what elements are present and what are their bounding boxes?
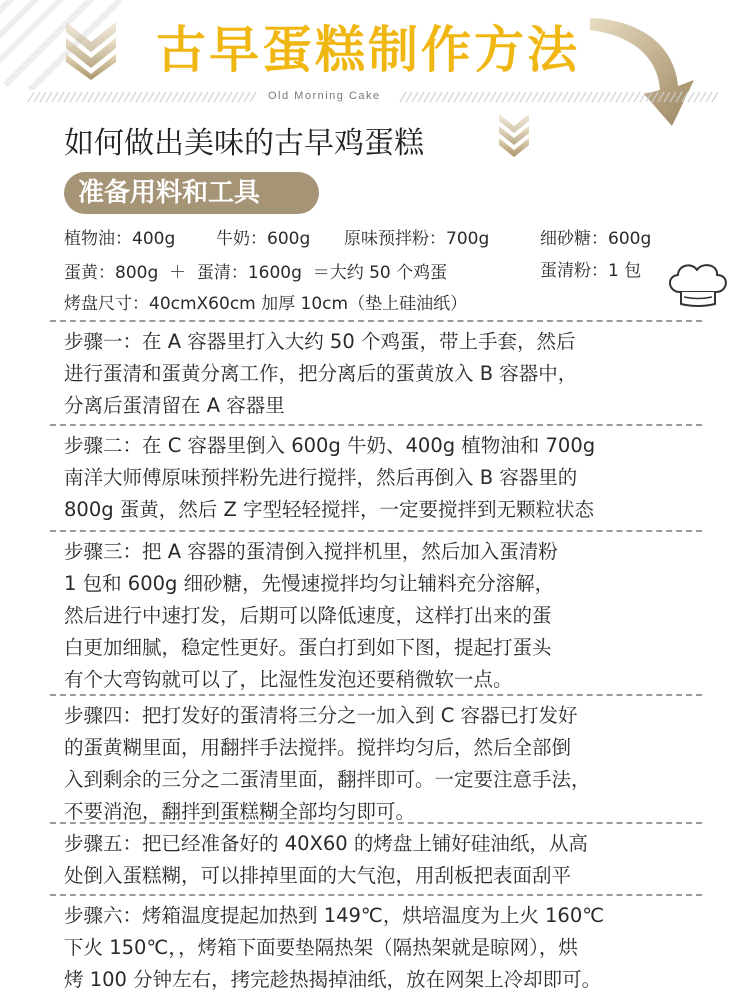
step-line: 白更加细腻，稳定性更好。蛋白打到如下图，提起打蛋头 bbox=[64, 636, 552, 659]
step-line: 下火 150℃，，烤箱下面要垫隔热架（隔热架就是晾网），烘 bbox=[64, 936, 578, 959]
ingredient-milk: 牛奶：600g bbox=[216, 229, 311, 249]
chef-hat-icon bbox=[664, 262, 732, 310]
ingredient-egg: 蛋黄：800g ＋ 蛋清：1600g ＝大约 50 个鸡蛋 bbox=[64, 263, 448, 283]
step-line: 步骤四：把打发好的蛋清将三分之一加入到 C 容器已打发好 bbox=[64, 704, 578, 727]
step-line: 然后进行中速打发，后期可以降低速度，这样打出来的蛋 bbox=[64, 604, 552, 627]
step-line: 步骤六：烤箱温度提起加热到 149℃，烘培温度为上火 160℃ bbox=[64, 904, 605, 927]
ingredients-section-title: 准备用料和工具 bbox=[64, 172, 319, 214]
chevron-down-icon bbox=[62, 18, 120, 80]
step-line: 南洋大师傅原味预拌粉先进行搅拌，然后再倒入 B 容器里的 bbox=[64, 466, 578, 489]
step-line: 入到剩余的三分之二蛋清里面，翻拌即可。一定要注意手法， bbox=[64, 768, 591, 791]
step-4 bbox=[50, 694, 702, 828]
step-3 bbox=[50, 530, 702, 696]
step-2 bbox=[50, 424, 702, 526]
step-line: 步骤五：把已经准备好的 40X60 的烤盘上铺好硅油纸，从高 bbox=[64, 832, 588, 855]
ingredient-sugar: 细砂糖：600g bbox=[540, 229, 652, 249]
step-6 bbox=[50, 894, 702, 996]
baking-tray-size: 烤盘尺寸：40cmX60cm 加厚 10cm（垫上硅油纸） bbox=[64, 294, 468, 314]
ingredient-oil: 植物油：400g bbox=[64, 229, 176, 249]
step-1 bbox=[50, 320, 702, 422]
step-line: 分离后蛋清留在 A 容器里 bbox=[64, 394, 285, 417]
step-line: 步骤一：在 A 容器里打入大约 50 个鸡蛋，带上手套，然后 bbox=[64, 330, 576, 353]
english-subtitle: Old Morning Cake bbox=[262, 90, 387, 102]
step-line: 步骤三：把 A 容器的蛋清倒入搅拌机里，然后加入蛋清粉 bbox=[64, 540, 558, 563]
ingredient-white-powder: 蛋清粉：1 包 bbox=[540, 261, 642, 281]
step-line: 1 包和 600g 细砂糖，先慢速搅拌均匀让辅料充分溶解， bbox=[64, 572, 555, 595]
page-title: 古早蛋糕制作方法 bbox=[156, 21, 580, 79]
step-line: 不要消泡，翻拌到蛋糕糊全部均匀即可。 bbox=[64, 800, 416, 823]
chevron-down-icon bbox=[496, 110, 532, 162]
step-line: 有个大弯钩就可以了，比湿性发泡还要稍微软一点。 bbox=[64, 668, 513, 691]
step-line: 步骤二：在 C 容器里倒入 600g 牛奶、400g 植物油和 700g bbox=[64, 434, 596, 457]
step-5 bbox=[50, 822, 702, 892]
step-line: 的蛋黄糊里面，用翻拌手法搅拌。搅拌均匀后，然后全部倒 bbox=[64, 736, 572, 759]
step-line: 烤 100 分钟左右，拷完趁热揭掉油纸，放在网架上冷却即可。 bbox=[64, 968, 602, 991]
step-line: 进行蛋清和蛋黄分离工作，把分离后的蛋黄放入 B 容器中， bbox=[64, 362, 578, 385]
step-line: 800g 蛋黄，然后 Z 字型轻轻搅拌，一定要搅拌到无颗粒状态 bbox=[64, 498, 595, 521]
step-line: 处倒入蛋糕糊，可以排掉里面的大气泡，用刮板把表面刮平 bbox=[64, 864, 572, 887]
curved-arrow-icon bbox=[560, 14, 710, 134]
section-heading: 如何做出美味的古早鸡蛋糕 bbox=[64, 126, 424, 161]
ingredient-premix: 原味预拌粉：700g bbox=[344, 229, 490, 249]
